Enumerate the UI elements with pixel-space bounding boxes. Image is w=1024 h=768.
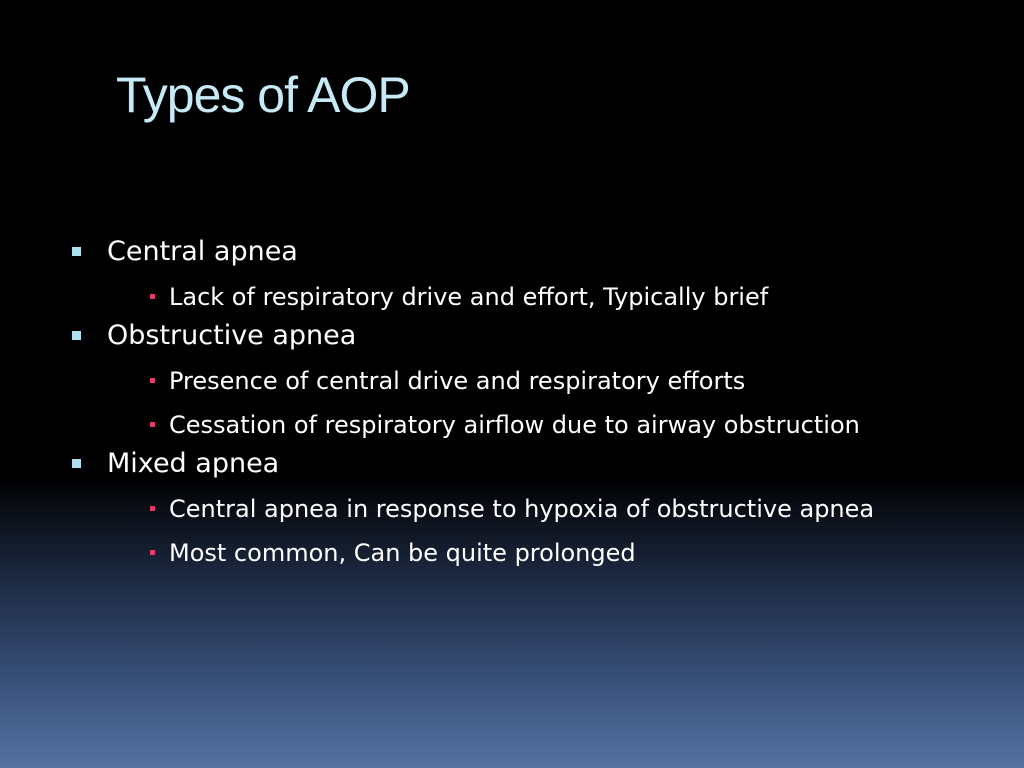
sub-bullet-item [150, 363, 910, 400]
sub-bullet-item [150, 407, 910, 444]
sub-bullet-item [150, 491, 910, 528]
bullet-item [72, 316, 972, 356]
sub-bullet-list [72, 491, 972, 572]
bullet-group-obstructive-apnea [72, 316, 972, 444]
slide-content [72, 232, 972, 572]
small-square-bullet-icon [150, 506, 155, 511]
sub-bullet-text: Lack of respiratory drive and effort, Typically brief [169, 283, 769, 311]
bullet-text: Central apnea [107, 236, 298, 267]
small-square-bullet-icon [150, 550, 155, 555]
sub-bullet-item [150, 279, 910, 316]
bullet-text: Obstructive apnea [107, 320, 357, 351]
bullet-item [72, 232, 972, 272]
sub-bullet-text: Most common, Can be quite prolonged [169, 539, 636, 567]
bullet-group-mixed-apnea [72, 444, 972, 572]
bullet-group-central-apnea [72, 232, 972, 316]
square-bullet-icon [72, 247, 81, 256]
bullet-item [72, 444, 972, 484]
sub-bullet-list [72, 279, 972, 316]
bullet-text: Mixed apnea [107, 448, 280, 479]
square-bullet-icon [72, 459, 81, 468]
square-bullet-icon [72, 331, 81, 340]
sub-bullet-list [72, 363, 972, 444]
small-square-bullet-icon [150, 294, 155, 299]
small-square-bullet-icon [150, 422, 155, 427]
sub-bullet-text: Cessation of respiratory airflow due to airway obstruction [169, 411, 860, 439]
sub-bullet-text: Presence of central drive and respiratory efforts [169, 367, 746, 395]
sub-bullet-item [150, 535, 910, 572]
sub-bullet-text: Central apnea in response to hypoxia of obstructive apnea [169, 495, 875, 523]
small-square-bullet-icon [150, 378, 155, 383]
slide-title: Types of AOP [116, 67, 410, 123]
